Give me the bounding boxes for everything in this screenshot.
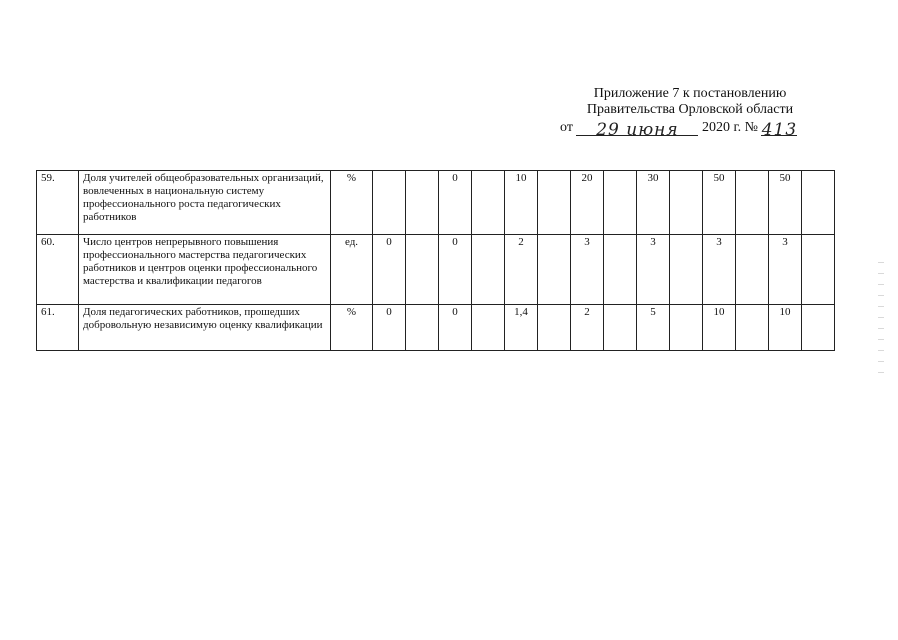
table-row [37,171,835,235]
empty-cell [604,171,637,235]
empty-cell [472,171,505,235]
empty-cell [538,171,571,235]
appendix-title: Приложение 7 к постановлению [593,86,787,101]
value-cell: 0 [373,305,406,351]
empty-cell [802,235,835,305]
value-cell: 3 [637,235,670,305]
row-number: 60. [37,235,79,305]
empty-cell [538,305,571,351]
empty-cell [472,235,505,305]
value-cell: 0 [439,305,472,351]
value-cell: 0 [373,235,406,305]
value-cell: 10 [703,305,736,351]
empty-cell [802,305,835,351]
empty-cell [736,305,769,351]
value-cell: 5 [637,305,670,351]
value-cell: 0 [439,235,472,305]
value-cell: 2 [571,305,604,351]
number-blank [761,118,798,140]
value-cell: 0 [439,171,472,235]
indicator-name: Число центров непрерывного повышения профессионального мастерства педагогических работников и центров оценки профессионального мастерства и квалификации педагогов [79,235,331,305]
indicators-table [36,170,835,351]
date-prefix: от [560,120,573,135]
empty-cell [538,235,571,305]
empty-cell [472,305,505,351]
row-number: 61. [37,305,79,351]
table-row [37,235,835,305]
value-cell: 1,4 [505,305,538,351]
value-cell: 10 [769,305,802,351]
unit-cell: % [331,305,373,351]
value-cell: 50 [703,171,736,235]
handwritten-number: 413 [761,120,798,140]
appendix-date-line [560,118,820,140]
empty-cell [604,305,637,351]
value-cell: 2 [505,235,538,305]
empty-cell [670,235,703,305]
value-cell: 20 [571,171,604,235]
value-cell: 3 [571,235,604,305]
value-cell: 50 [769,171,802,235]
table-row [37,305,835,351]
empty-cell [736,171,769,235]
empty-cell [736,235,769,305]
empty-cell [670,171,703,235]
indicator-name: Доля учителей общеобразовательных организаций, вовлеченных в национальную систему профессионального роста педагогических работников [79,171,331,235]
date-blank [576,118,698,140]
value-cell: 3 [769,235,802,305]
empty-cell [802,171,835,235]
row-number: 59. [37,171,79,235]
empty-cell [406,171,439,235]
appendix-authority: Правительства Орловской области [586,102,794,117]
unit-cell: % [331,171,373,235]
value-cell: 3 [703,235,736,305]
handwritten-date: 29 июня [596,120,679,140]
empty-cell [670,305,703,351]
margin-scan-marks [878,262,884,382]
empty-cell [604,235,637,305]
value-cell: 10 [505,171,538,235]
year-text: 2020 г. № [701,120,758,135]
value-cell: 30 [637,171,670,235]
appendix-header [560,86,820,140]
empty-cell [406,235,439,305]
value-cell [373,171,406,235]
indicator-name: Доля педагогических работников, прошедших добровольную независимую оценку квалификации [79,305,331,351]
unit-cell: ед. [331,235,373,305]
empty-cell [406,305,439,351]
